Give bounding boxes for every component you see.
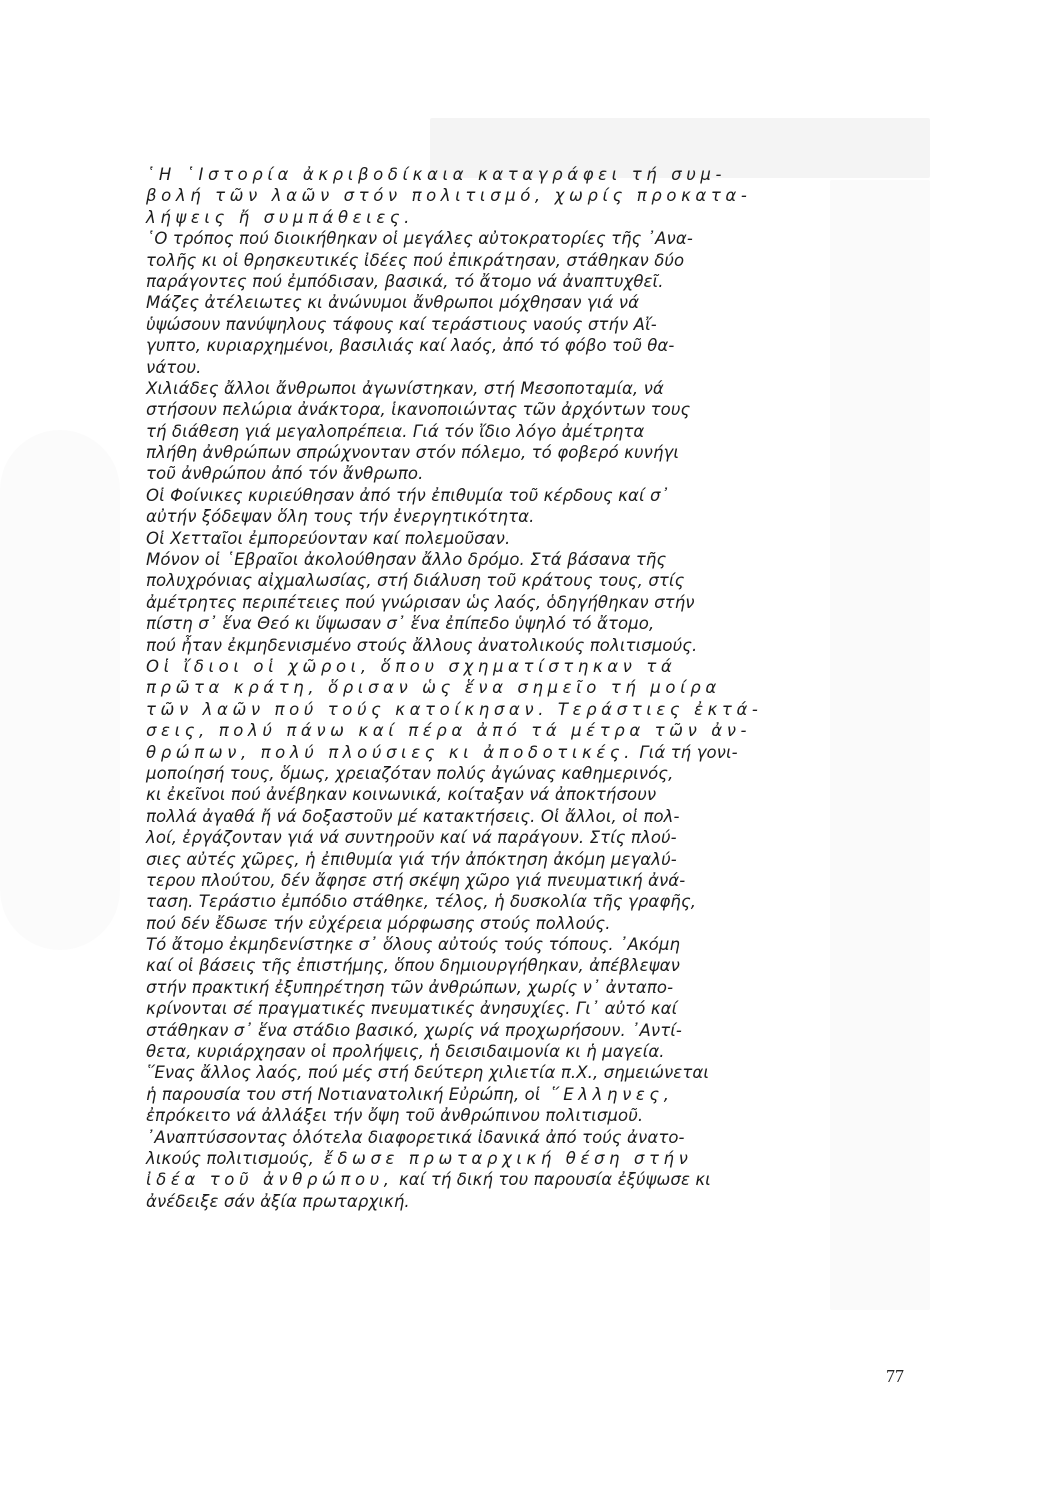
text-line-main: Χιλιάδες ἄλλοι ἄνθρωποι ἀγωνίστηκαν, στή Μεσοποταμία, νά: [146, 378, 664, 398]
text-line: [146, 763, 826, 784]
text-line-main: τή διάθεση γιά μεγαλοπρέπεια. Γιά τόν ἴδιο λόγο ἀμέτρητα: [146, 421, 645, 441]
text-line-main: ῾Ο τρόπος πού διοικήθηκαν οἱ μεγάλες αὐτοκρατορίες τῆς ᾿Ανα-: [146, 229, 693, 249]
text-line-tail: Γιά τή γονι-: [634, 742, 738, 762]
text-line: [146, 314, 826, 335]
text-line: [146, 592, 826, 613]
text-line-main: ἡ παρουσία του στή Νοτιανατολική Εὐρώπη, οἱ: [146, 1084, 541, 1104]
text-line: [146, 635, 826, 656]
text-line: [146, 549, 826, 570]
text-line: [146, 656, 826, 677]
text-line: [146, 399, 826, 420]
text-line-tail-spaced: ἔδωσε πρωταρχική θέση στήν: [313, 1148, 693, 1168]
text-line: [146, 442, 826, 463]
text-line-main: τερου πλούτου, δέν ἄφησε στή σκέψη χῶρο γιά πνευματική ἀνά-: [146, 870, 686, 890]
body-text: [146, 164, 826, 1212]
text-line-main: πολυχρόνιας αἰχμαλωσίας, στή διάλυση τοῦ κράτους τους, στίς: [146, 571, 685, 591]
paragraph: [146, 656, 826, 934]
text-line: [146, 463, 826, 484]
text-line-main: ταση. Τεράστιο ἐμπόδιο στάθηκε, τέλος, ἡ δυσκολία τῆς γραφῆς,: [146, 892, 697, 912]
text-line: [146, 934, 826, 955]
text-line-main: κι ἐκεῖνοι πού ἀνέβηκαν κοινωνικά, κοίταξαν νά ἀποκτήσουν: [146, 785, 657, 805]
paragraph: [146, 164, 826, 228]
text-line: [146, 250, 826, 271]
text-line: [146, 1062, 826, 1083]
text-line-main: βολή τῶν λαῶν στόν πολιτισμό, χωρίς προκατα-: [146, 186, 752, 206]
text-line-main: νάτου.: [146, 357, 202, 377]
text-line-main: καί οἱ βάσεις τῆς ἐπιστήμης, ὅπου δημιουργήθηκαν, ἀπέβλεψαν: [146, 956, 680, 976]
text-line: [146, 827, 826, 848]
paragraph: [146, 549, 826, 656]
text-line-main: κρίνονται σέ πραγματικές πνευματικές ἀνησυχίες. Γι᾽ αὐτό καί: [146, 999, 678, 1019]
text-line-main: ἰδέα τοῦ ἀνθρώπου,: [146, 1170, 394, 1190]
text-line-main: Οἱ Φοίνικες κυριεύθησαν ἀπό τήν ἐπιθυμία τοῦ κέρδους καί σ᾽: [146, 485, 669, 505]
text-line: [146, 849, 826, 870]
text-line-main: μοποίησή τους, ὅμως, χρειαζόταν πολύς ἀγώνας καθημερινός,: [146, 763, 674, 783]
text-line-main: πού ἦταν ἐκμηδενισμένο στούς ἄλλους ἀνατολικούς πολιτισμούς.: [146, 635, 698, 655]
text-line-tail: καί τή δική του παρουσία ἐξύψωσε κι: [393, 1170, 711, 1190]
text-line-main: αὐτήν ξόδεψαν ὅλη τους τήν ἐνεργητικότητα.: [146, 507, 535, 527]
text-line: [146, 1105, 826, 1126]
text-line: [146, 207, 826, 228]
text-line-main: σεις, πολύ πάνω καί πέρα ἀπό τά μέτρα τῶν ἀν-: [146, 721, 752, 741]
text-line: [146, 570, 826, 591]
text-line-main: τοῦ ἀνθρώπου ἀπό τόν ἄνθρωπο.: [146, 464, 424, 484]
text-line: [146, 977, 826, 998]
text-line: [146, 1041, 826, 1062]
text-line: [146, 913, 826, 934]
text-line: [146, 891, 826, 912]
text-line-main: παράγοντες πού ἐμπόδισαν, βασικά, τό ἄτομο νά ἀναπτυχθεῖ.: [146, 271, 664, 291]
text-line: [146, 421, 826, 442]
text-line: [146, 164, 826, 185]
text-line-main: ἀνέδειξε σάν ἀξία πρωταρχική.: [146, 1191, 410, 1211]
text-line: [146, 292, 826, 313]
text-line: [146, 485, 826, 506]
text-line: [146, 1191, 826, 1212]
text-line: [146, 357, 826, 378]
text-line: [146, 699, 826, 720]
text-line: [146, 1084, 826, 1105]
paragraph: [146, 378, 826, 485]
text-line-main: πλήθη ἀνθρώπων σπρώχνονταν στόν πόλεμο, τό φοβερό κυνήγι: [146, 443, 680, 463]
text-line: [146, 1020, 826, 1041]
text-line: [146, 528, 826, 549]
text-line-main: σιες αὐτές χῶρες, ἡ ἐπιθυμία γιά τήν ἀπόκτηση ἀκόμη μεγαλύ-: [146, 849, 677, 869]
text-line-main: Μόνον οἱ ῾Εβραῖοι ἀκολούθησαν ἄλλο δρόμο. Στά βάσανα τῆς: [146, 550, 667, 570]
text-line: [146, 506, 826, 527]
text-line: [146, 1127, 826, 1148]
text-line: [146, 870, 826, 891]
text-line-main: Μάζες ἀτέλειωτες κι ἀνώνυμοι ἄνθρωποι μόχθησαν γιά νά: [146, 293, 640, 313]
text-line: [146, 185, 826, 206]
text-line-main: τολῆς κι οἱ θρησκευτικές ἰδέες πού ἐπικράτησαν, στάθηκαν δύο: [146, 250, 685, 270]
text-line-main: θρώπων, πολύ πλούσιες κι ἀποδοτικές.: [146, 742, 634, 762]
text-line-main: γυπτο, κυριαρχημένοι, βασιλιάς καί λαός, ἀπό τό φόβο τοῦ θα-: [146, 336, 675, 356]
text-line-main: στήσουν πελώρια ἀνάκτορα, ἱκανοποιώντας τῶν ἀρχόντων τους: [146, 400, 691, 420]
text-line-main: ῞Ενας ἄλλος λαός, πού μές στή δεύτερη χιλιετία π.Χ., σημειώνεται: [146, 1063, 710, 1083]
text-line: [146, 335, 826, 356]
text-line-main: ἐπρόκειτο νά ἀλλάξει τήν ὄψη τοῦ ἀνθρώπινου πολιτισμοῦ.: [146, 1106, 644, 1126]
text-line: [146, 1169, 826, 1190]
text-line-main: τῶν λαῶν πού τούς κατοίκησαν. Τεράστιες ἐκτά-: [146, 699, 763, 719]
text-line: [146, 720, 826, 741]
text-line-main: ὑψώσουν πανύψηλους τάφους καί τεράστιους ναούς στήν Αἴ-: [146, 314, 657, 334]
text-line: [146, 806, 826, 827]
text-line: [146, 271, 826, 292]
text-line-main: Τό ἄτομο ἐκμηδενίστηκε σ᾽ ὅλους αὐτούς τούς τόπους. ᾿Ακόμη: [146, 935, 681, 955]
text-line-main: πολλά ἀγαθά ἤ νά δοξαστοῦν μέ κατακτήσεις. Οἱ ἄλλοι, οἱ πολ-: [146, 806, 680, 826]
text-line-main: στήν πρακτική ἐξυπηρέτηση τῶν ἀνθρώπων, χωρίς ν᾽ ἀνταπο-: [146, 977, 674, 997]
text-line-main: λοί, ἐργάζονταν γιά νά συντηροῦν καί νά παράγουν. Στίς πλού-: [146, 828, 677, 848]
paragraph: [146, 528, 826, 549]
text-line-main: ῾Η ῾Ιστορία ἀκριβοδίκαια καταγράφει τή συμ-: [146, 165, 726, 184]
text-line: [146, 955, 826, 976]
text-line-main: πίστη σ᾽ ἕνα Θεό κι ὕψωσαν σ᾽ ἕνα ἐπίπεδο ὑψηλό τό ἄτομο,: [146, 614, 655, 634]
text-line-tail-spaced: ῞Ελληνες,: [540, 1084, 674, 1104]
text-line-main: λήψεις ἤ συμπάθειες.: [146, 207, 414, 227]
text-line: [146, 228, 826, 249]
text-line-main: Οἱ ἴδιοι οἱ χῶροι, ὅπου σχηματίστηκαν τά: [146, 656, 677, 676]
text-line: [146, 998, 826, 1019]
bleed-through-shadow-left: [0, 430, 120, 950]
text-line: [146, 742, 826, 763]
text-line-main: πρῶτα κράτη, ὅρισαν ὡς ἕνα σημεῖο τή μοίρα: [146, 678, 721, 698]
text-line-main: πού δέν ἔδωσε τήν εὐχέρεια μόρφωσης στούς πολλούς.: [146, 913, 611, 933]
text-line-main: ἀμέτρητες περιπέτειες πού γνώρισαν ὡς λαός, ὁδηγήθηκαν στήν: [146, 592, 695, 612]
page-number: 77: [886, 1366, 904, 1386]
text-line: [146, 1148, 826, 1169]
bleed-through-shadow-right: [830, 180, 930, 1310]
paragraph: [146, 228, 826, 378]
text-line: [146, 613, 826, 634]
text-line-main: λικούς πολιτισμούς,: [146, 1148, 314, 1168]
paragraph: [146, 934, 826, 1212]
text-line-main: Οἱ Χετταῖοι ἐμπορεύονταν καί πολεμοῦσαν.: [146, 528, 511, 548]
text-line-main: στάθηκαν σ᾽ ἕνα στάδιο βασικό, χωρίς νά προχωρήσουν. ᾿Αντί-: [146, 1020, 682, 1040]
text-line-main: θετα, κυριάρχησαν οἱ προλήψεις, ἡ δεισιδαιμονία κι ἡ μαγεία.: [146, 1042, 665, 1062]
text-line: [146, 784, 826, 805]
paragraph: [146, 485, 826, 528]
text-line-main: ᾿Αναπτύσσοντας ὁλότελα διαφορετικά ἰδανικά ἀπό τούς ἀνατο-: [146, 1127, 685, 1147]
text-line: [146, 378, 826, 399]
text-line: [146, 677, 826, 698]
